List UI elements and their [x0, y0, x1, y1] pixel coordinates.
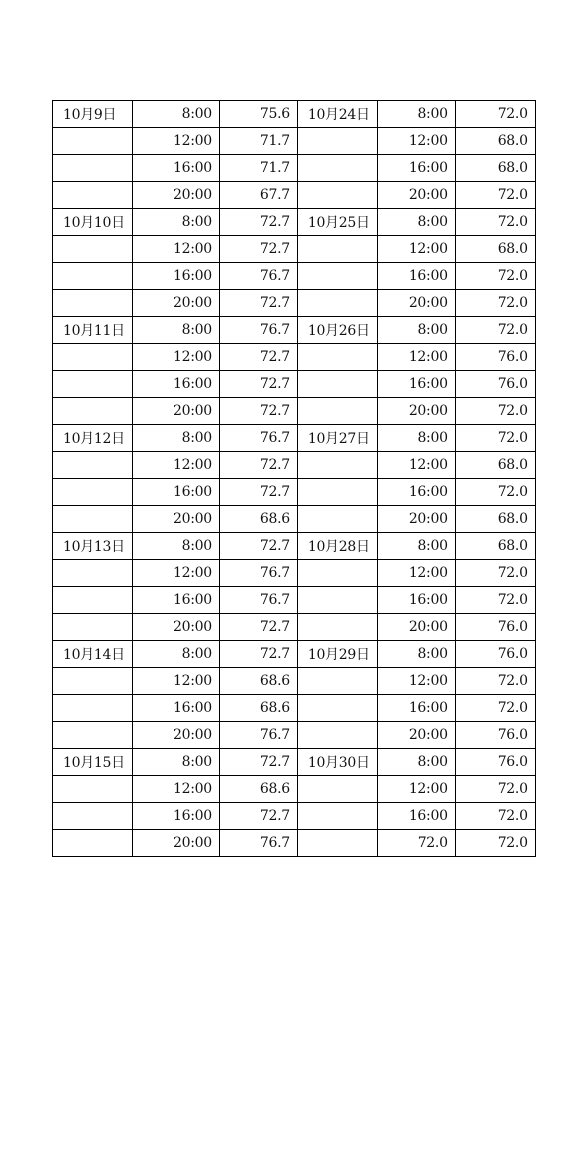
left-time-cell: 16:00	[132, 263, 219, 290]
left-date-cell	[53, 371, 133, 398]
right-date-cell	[297, 587, 377, 614]
right-value-cell: 72.0	[455, 587, 535, 614]
left-date-cell: 10月14日	[53, 641, 133, 668]
table-row	[53, 695, 536, 722]
left-date-cell	[53, 182, 133, 209]
right-time-cell: 12:00	[377, 560, 455, 587]
right-value-cell: 72.0	[455, 830, 535, 857]
left-value-cell: 67.7	[219, 182, 297, 209]
right-time-cell: 16:00	[377, 695, 455, 722]
left-date-cell: 10月13日	[53, 533, 133, 560]
right-time-cell: 8:00	[377, 209, 455, 236]
right-date-cell: 10月27日	[297, 425, 377, 452]
right-date-cell	[297, 398, 377, 425]
table-row	[53, 344, 536, 371]
left-time-cell: 8:00	[132, 749, 219, 776]
right-value-cell: 76.0	[455, 641, 535, 668]
right-time-cell: 20:00	[377, 182, 455, 209]
left-date-cell: 10月15日	[53, 749, 133, 776]
table-row	[53, 290, 536, 317]
left-value-cell: 68.6	[219, 506, 297, 533]
left-date-cell: 10月9日	[53, 101, 133, 128]
table-row	[53, 722, 536, 749]
right-value-cell: 72.0	[455, 425, 535, 452]
right-value-cell: 76.0	[455, 371, 535, 398]
table-row	[53, 533, 536, 560]
left-time-cell: 12:00	[132, 344, 219, 371]
right-value-cell: 72.0	[455, 479, 535, 506]
right-time-cell: 12:00	[377, 668, 455, 695]
right-value-cell: 68.0	[455, 236, 535, 263]
right-value-cell: 68.0	[455, 155, 535, 182]
table-row	[53, 182, 536, 209]
right-date-cell	[297, 722, 377, 749]
right-value-cell: 76.0	[455, 344, 535, 371]
right-date-cell	[297, 290, 377, 317]
left-date-cell	[53, 398, 133, 425]
left-date-cell	[53, 722, 133, 749]
right-date-cell	[297, 263, 377, 290]
left-time-cell: 16:00	[132, 587, 219, 614]
right-date-cell	[297, 155, 377, 182]
left-date-cell	[53, 344, 133, 371]
right-value-cell: 72.0	[455, 668, 535, 695]
left-time-cell: 8:00	[132, 641, 219, 668]
left-time-cell: 8:00	[132, 533, 219, 560]
left-date-cell	[53, 668, 133, 695]
left-value-cell: 72.7	[219, 614, 297, 641]
left-value-cell: 72.7	[219, 209, 297, 236]
left-time-cell: 8:00	[132, 209, 219, 236]
left-date-cell: 10月11日	[53, 317, 133, 344]
left-date-cell	[53, 560, 133, 587]
right-time-cell: 12:00	[377, 344, 455, 371]
left-time-cell: 8:00	[132, 425, 219, 452]
left-time-cell: 20:00	[132, 830, 219, 857]
left-value-cell: 72.7	[219, 344, 297, 371]
left-date-cell: 10月10日	[53, 209, 133, 236]
table-row	[53, 317, 536, 344]
left-time-cell: 12:00	[132, 128, 219, 155]
right-time-cell: 16:00	[377, 371, 455, 398]
left-date-cell	[53, 506, 133, 533]
right-time-cell: 16:00	[377, 587, 455, 614]
left-time-cell: 16:00	[132, 803, 219, 830]
left-value-cell: 68.6	[219, 776, 297, 803]
table-row	[53, 398, 536, 425]
right-value-cell: 76.0	[455, 722, 535, 749]
right-value-cell: 76.0	[455, 749, 535, 776]
right-time-cell: 12:00	[377, 452, 455, 479]
table-row	[53, 668, 536, 695]
right-value-cell: 72.0	[455, 263, 535, 290]
left-date-cell	[53, 695, 133, 722]
left-time-cell: 16:00	[132, 695, 219, 722]
right-time-cell: 20:00	[377, 290, 455, 317]
right-time-cell: 8:00	[377, 317, 455, 344]
right-date-cell: 10月30日	[297, 749, 377, 776]
right-date-cell	[297, 452, 377, 479]
left-date-cell	[53, 587, 133, 614]
right-value-cell: 68.0	[455, 128, 535, 155]
table-row	[53, 587, 536, 614]
left-value-cell: 75.6	[219, 101, 297, 128]
right-value-cell: 68.0	[455, 533, 535, 560]
left-time-cell: 12:00	[132, 776, 219, 803]
left-value-cell: 71.7	[219, 155, 297, 182]
right-time-cell: 12:00	[377, 128, 455, 155]
table-row	[53, 452, 536, 479]
table-row	[53, 236, 536, 263]
right-time-cell: 20:00	[377, 722, 455, 749]
left-value-cell: 68.6	[219, 668, 297, 695]
right-date-cell	[297, 506, 377, 533]
right-value-cell: 72.0	[455, 776, 535, 803]
right-value-cell: 72.0	[455, 398, 535, 425]
left-value-cell: 76.7	[219, 263, 297, 290]
left-date-cell	[53, 128, 133, 155]
left-time-cell: 20:00	[132, 506, 219, 533]
left-value-cell: 76.7	[219, 560, 297, 587]
right-date-cell	[297, 668, 377, 695]
left-time-cell: 20:00	[132, 290, 219, 317]
table-row	[53, 425, 536, 452]
left-date-cell	[53, 263, 133, 290]
right-time-cell: 16:00	[377, 479, 455, 506]
right-time-cell: 20:00	[377, 614, 455, 641]
readings-table-body	[53, 101, 536, 857]
left-value-cell: 72.7	[219, 749, 297, 776]
right-date-cell	[297, 560, 377, 587]
left-date-cell	[53, 830, 133, 857]
left-value-cell: 72.7	[219, 803, 297, 830]
left-date-cell	[53, 452, 133, 479]
table-row	[53, 830, 536, 857]
right-date-cell	[297, 182, 377, 209]
table-row	[53, 560, 536, 587]
table-row	[53, 209, 536, 236]
right-date-cell	[297, 776, 377, 803]
left-date-cell	[53, 155, 133, 182]
right-time-cell: 8:00	[377, 749, 455, 776]
right-time-cell: 12:00	[377, 236, 455, 263]
left-date-cell	[53, 479, 133, 506]
table-row	[53, 506, 536, 533]
left-time-cell: 20:00	[132, 614, 219, 641]
right-time-cell: 16:00	[377, 263, 455, 290]
right-date-cell: 10月26日	[297, 317, 377, 344]
left-value-cell: 76.7	[219, 587, 297, 614]
table-row	[53, 479, 536, 506]
right-date-cell: 10月24日	[297, 101, 377, 128]
left-time-cell: 12:00	[132, 452, 219, 479]
left-time-cell: 16:00	[132, 479, 219, 506]
right-time-cell: 8:00	[377, 425, 455, 452]
table-row	[53, 641, 536, 668]
table-row	[53, 803, 536, 830]
left-time-cell: 8:00	[132, 101, 219, 128]
right-date-cell: 10月28日	[297, 533, 377, 560]
right-date-cell	[297, 128, 377, 155]
right-time-cell: 20:00	[377, 398, 455, 425]
table-row	[53, 749, 536, 776]
right-date-cell	[297, 830, 377, 857]
left-value-cell: 72.7	[219, 398, 297, 425]
left-time-cell: 16:00	[132, 371, 219, 398]
table-row	[53, 155, 536, 182]
left-value-cell: 76.7	[219, 830, 297, 857]
right-date-cell	[297, 695, 377, 722]
table-row	[53, 263, 536, 290]
left-date-cell	[53, 614, 133, 641]
right-time-cell: 8:00	[377, 101, 455, 128]
right-time-cell: 16:00	[377, 803, 455, 830]
left-value-cell: 72.7	[219, 533, 297, 560]
left-value-cell: 72.7	[219, 290, 297, 317]
right-time-cell: 20:00	[377, 506, 455, 533]
right-value-cell: 72.0	[455, 803, 535, 830]
left-date-cell	[53, 803, 133, 830]
right-value-cell: 72.0	[455, 317, 535, 344]
left-time-cell: 20:00	[132, 722, 219, 749]
left-value-cell: 76.7	[219, 317, 297, 344]
left-date-cell: 10月12日	[53, 425, 133, 452]
right-value-cell: 72.0	[455, 290, 535, 317]
left-time-cell: 20:00	[132, 398, 219, 425]
left-value-cell: 72.7	[219, 452, 297, 479]
left-value-cell: 72.7	[219, 371, 297, 398]
table-row	[53, 128, 536, 155]
right-date-cell	[297, 371, 377, 398]
left-value-cell: 72.7	[219, 479, 297, 506]
right-date-cell	[297, 479, 377, 506]
table-row	[53, 614, 536, 641]
table-row	[53, 371, 536, 398]
left-value-cell: 76.7	[219, 425, 297, 452]
left-time-cell: 8:00	[132, 317, 219, 344]
right-value-cell: 76.0	[455, 614, 535, 641]
left-time-cell: 16:00	[132, 155, 219, 182]
left-time-cell: 12:00	[132, 560, 219, 587]
left-date-cell	[53, 776, 133, 803]
left-time-cell: 20:00	[132, 182, 219, 209]
table-row	[53, 101, 536, 128]
right-date-cell: 10月25日	[297, 209, 377, 236]
left-time-cell: 12:00	[132, 668, 219, 695]
right-value-cell: 72.0	[455, 560, 535, 587]
right-time-cell: 8:00	[377, 641, 455, 668]
table-row	[53, 776, 536, 803]
right-time-cell: 8:00	[377, 533, 455, 560]
right-value-cell: 72.0	[455, 182, 535, 209]
right-date-cell: 10月29日	[297, 641, 377, 668]
left-value-cell: 76.7	[219, 722, 297, 749]
left-date-cell	[53, 290, 133, 317]
right-value-cell: 68.0	[455, 452, 535, 479]
right-date-cell	[297, 803, 377, 830]
left-time-cell: 12:00	[132, 236, 219, 263]
left-date-cell	[53, 236, 133, 263]
right-value-cell: 68.0	[455, 506, 535, 533]
left-value-cell: 72.7	[219, 641, 297, 668]
right-value-cell: 72.0	[455, 101, 535, 128]
right-time-cell: 12:00	[377, 776, 455, 803]
left-value-cell: 72.7	[219, 236, 297, 263]
right-time-cell: 16:00	[377, 155, 455, 182]
right-value-cell: 72.0	[455, 209, 535, 236]
right-date-cell	[297, 614, 377, 641]
right-date-cell	[297, 344, 377, 371]
left-value-cell: 68.6	[219, 695, 297, 722]
right-time-cell: 72.0	[377, 830, 455, 857]
right-value-cell: 72.0	[455, 695, 535, 722]
right-date-cell	[297, 236, 377, 263]
left-value-cell: 71.7	[219, 128, 297, 155]
readings-table	[52, 100, 536, 857]
